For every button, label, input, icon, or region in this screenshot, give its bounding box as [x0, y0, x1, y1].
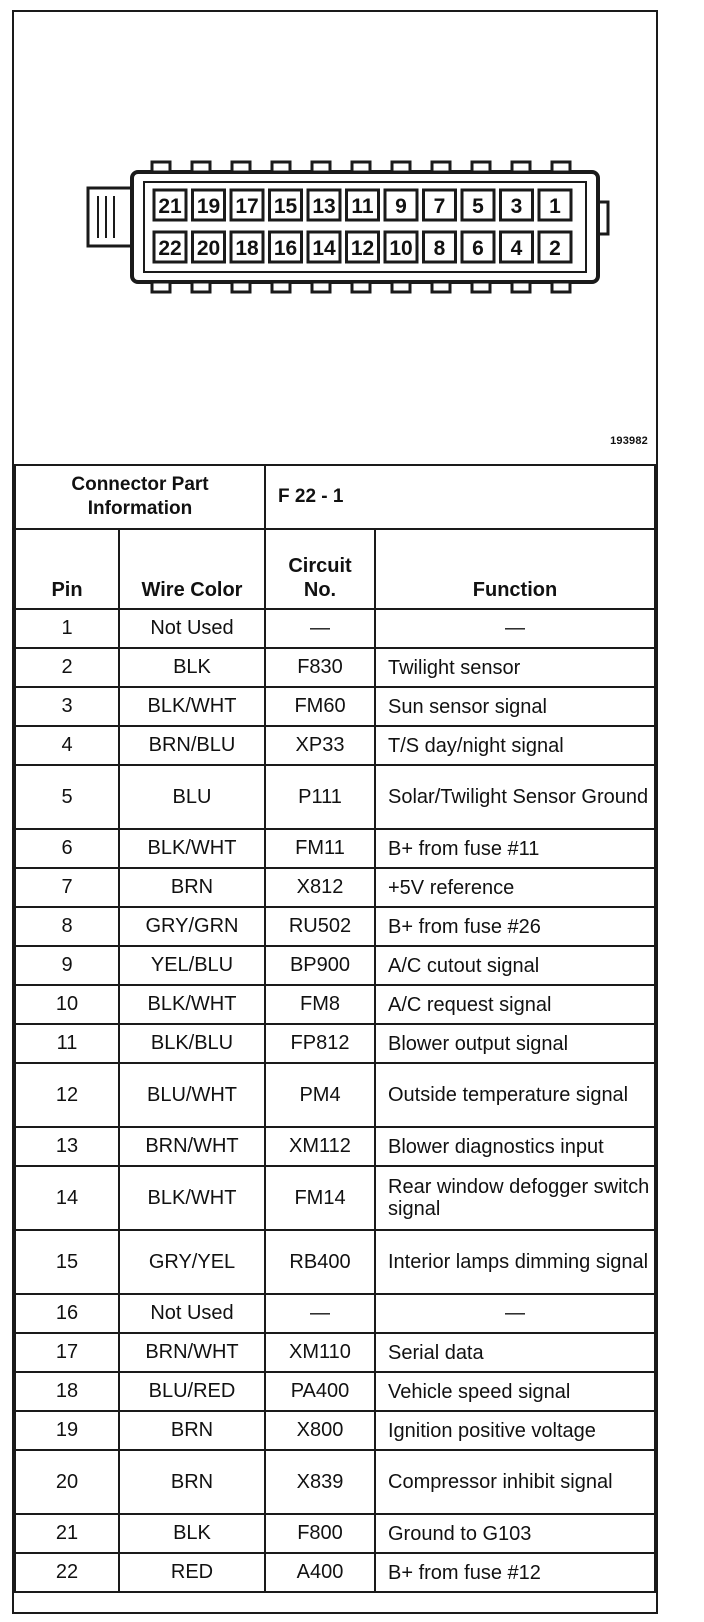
circuit-no-cell: X800: [265, 1411, 375, 1450]
function-cell: Vehicle speed signal: [375, 1372, 655, 1411]
body-notch: [392, 162, 410, 172]
body-notch: [352, 282, 370, 292]
connector-drawing: [14, 12, 656, 464]
function-cell: B+ from fuse #12: [375, 1553, 655, 1592]
table-row: [15, 1063, 655, 1127]
function-cell: Rear window defogger switch signal: [375, 1166, 655, 1230]
wire-color-cell: BRN: [119, 1450, 265, 1514]
circuit-no-cell: BP900: [265, 946, 375, 985]
circuit-no-cell: F800: [265, 1514, 375, 1553]
circuit-no-cell: PA400: [265, 1372, 375, 1411]
pin-cell: 21: [15, 1514, 119, 1553]
table-row: [15, 1127, 655, 1166]
table-row: [15, 1230, 655, 1294]
pin-label-5: 5: [472, 195, 484, 218]
pin-label-18: 18: [235, 237, 259, 260]
pin-label-19: 19: [196, 195, 221, 218]
pin-cell: 7: [15, 868, 119, 907]
pin-cell: 4: [15, 726, 119, 765]
pin-label-1: 1: [549, 195, 561, 218]
body-notch: [472, 162, 490, 172]
table-row: [15, 1166, 655, 1230]
wire-color-cell: BRN/WHT: [119, 1333, 265, 1372]
pin-label-12: 12: [350, 237, 375, 260]
circuit-no-cell: —: [265, 609, 375, 648]
pin-cell: 3: [15, 687, 119, 726]
pin-cell: 19: [15, 1411, 119, 1450]
circuit-no-cell: FM14: [265, 1166, 375, 1230]
wire-color-cell: BRN: [119, 1411, 265, 1450]
table-row: [15, 648, 655, 687]
pin-label-3: 3: [510, 195, 523, 218]
table-row: [15, 609, 655, 648]
table-row: [15, 868, 655, 907]
circuit-no-cell: X812: [265, 868, 375, 907]
function-cell: Blower output signal: [375, 1024, 655, 1063]
pin-label-8: 8: [433, 237, 446, 260]
table-row: [15, 765, 655, 829]
pin-label-6: 6: [472, 237, 484, 260]
wire-color-cell: BLU: [119, 765, 265, 829]
pin-cell: 11: [15, 1024, 119, 1063]
function-header: Function: [375, 529, 655, 609]
table-row: [15, 985, 655, 1024]
connector-part-info-row: [15, 465, 655, 529]
pin-label-4: 4: [510, 237, 523, 260]
wire-color-cell: BRN/BLU: [119, 726, 265, 765]
body-notch: [512, 162, 530, 172]
circuit-no-cell: XP33: [265, 726, 375, 765]
wire-color-header: Wire Color: [119, 529, 265, 609]
body-notch: [552, 162, 570, 172]
pin-label-9: 9: [395, 195, 407, 218]
function-cell: Outside temperature signal: [375, 1063, 655, 1127]
table-row: [15, 1294, 655, 1333]
table-row: [15, 1411, 655, 1450]
connector-part-info-value: F 22 - 1: [265, 465, 655, 529]
wire-color-cell: BLK/WHT: [119, 985, 265, 1024]
pin-cell: 16: [15, 1294, 119, 1333]
body-notch: [272, 282, 290, 292]
pin-cell: 10: [15, 985, 119, 1024]
pin-cell: 17: [15, 1333, 119, 1372]
pin-cell: 18: [15, 1372, 119, 1411]
body-notch: [312, 282, 330, 292]
pin-label-17: 17: [235, 195, 259, 218]
body-notch: [432, 282, 450, 292]
pin-label-11: 11: [351, 195, 374, 218]
connector-diagram: [14, 12, 656, 466]
circuit-no-header: Circuit No.: [265, 529, 375, 609]
circuit-no-cell: RU502: [265, 907, 375, 946]
function-cell: Solar/Twilight Sensor Ground: [375, 765, 655, 829]
pinout-table: [14, 464, 656, 1593]
latch-tab: [88, 188, 132, 246]
wire-color-cell: BLK/WHT: [119, 687, 265, 726]
body-notch: [192, 282, 210, 292]
body-notch: [152, 162, 170, 172]
body-notch: [352, 162, 370, 172]
connector-part-info-label: Connector Part Information: [15, 465, 265, 529]
wire-color-cell: YEL/BLU: [119, 946, 265, 985]
function-cell: A/C request signal: [375, 985, 655, 1024]
circuit-no-cell: A400: [265, 1553, 375, 1592]
function-cell: Ground to G103: [375, 1514, 655, 1553]
pin-label-16: 16: [273, 237, 298, 260]
table-row: [15, 907, 655, 946]
pin-header: Pin: [15, 529, 119, 609]
pin-label-20: 20: [196, 237, 221, 260]
wire-color-cell: BLK/WHT: [119, 829, 265, 868]
wire-color-cell: BLK: [119, 648, 265, 687]
pin-label-7: 7: [433, 195, 446, 218]
pin-cell: 15: [15, 1230, 119, 1294]
body-notch: [232, 282, 250, 292]
table-row: [15, 726, 655, 765]
circuit-no-cell: XM110: [265, 1333, 375, 1372]
table-row: [15, 946, 655, 985]
table-header-row: [15, 529, 655, 609]
pin-label-13: 13: [312, 195, 336, 218]
body-notch: [472, 282, 490, 292]
pin-cell: 13: [15, 1127, 119, 1166]
wire-color-cell: BLU/WHT: [119, 1063, 265, 1127]
circuit-no-cell: F830: [265, 648, 375, 687]
function-cell: —: [375, 609, 655, 648]
wire-color-cell: BLK/BLU: [119, 1024, 265, 1063]
wire-color-cell: BLK/WHT: [119, 1166, 265, 1230]
wire-color-cell: BLU/RED: [119, 1372, 265, 1411]
wire-color-cell: Not Used: [119, 1294, 265, 1333]
wire-color-cell: GRY/GRN: [119, 907, 265, 946]
circuit-no-cell: RB400: [265, 1230, 375, 1294]
body-notch: [312, 162, 330, 172]
pin-cell: 14: [15, 1166, 119, 1230]
body-notch: [552, 282, 570, 292]
table-row: [15, 1333, 655, 1372]
circuit-no-cell: P111: [265, 765, 375, 829]
pin-cell: 22: [15, 1553, 119, 1592]
table-row: [15, 1450, 655, 1514]
body-notch: [392, 282, 410, 292]
pin-label-21: 21: [158, 195, 182, 218]
function-cell: Ignition positive voltage: [375, 1411, 655, 1450]
circuit-no-cell: X839: [265, 1450, 375, 1514]
pin-cell: 6: [15, 829, 119, 868]
figure-number: 193982: [610, 435, 648, 447]
table-row: [15, 687, 655, 726]
pin-cell: 12: [15, 1063, 119, 1127]
pin-cell: 20: [15, 1450, 119, 1514]
circuit-no-cell: FM8: [265, 985, 375, 1024]
function-cell: A/C cutout signal: [375, 946, 655, 985]
wire-color-cell: BRN/WHT: [119, 1127, 265, 1166]
function-cell: Blower diagnostics input: [375, 1127, 655, 1166]
pin-label-15: 15: [273, 195, 298, 218]
pin-label-2: 2: [549, 237, 561, 260]
wire-color-cell: Not Used: [119, 609, 265, 648]
function-cell: Serial data: [375, 1333, 655, 1372]
circuit-no-cell: XM112: [265, 1127, 375, 1166]
body-notch: [192, 162, 210, 172]
wire-color-cell: BRN: [119, 868, 265, 907]
body-notch: [232, 162, 250, 172]
function-cell: +5V reference: [375, 868, 655, 907]
connector-sheet: [12, 10, 658, 1614]
pin-cell: 2: [15, 648, 119, 687]
pin-label-22: 22: [158, 237, 182, 260]
body-notch: [432, 162, 450, 172]
wire-color-cell: BLK: [119, 1514, 265, 1553]
function-cell: T/S day/night signal: [375, 726, 655, 765]
circuit-no-cell: FP812: [265, 1024, 375, 1063]
function-cell: B+ from fuse #11: [375, 829, 655, 868]
table-row: [15, 1553, 655, 1592]
pin-cell: 5: [15, 765, 119, 829]
pin-label-14: 14: [312, 237, 336, 260]
function-cell: Compressor inhibit signal: [375, 1450, 655, 1514]
table-row: [15, 1514, 655, 1553]
wire-color-cell: RED: [119, 1553, 265, 1592]
wire-color-cell: GRY/YEL: [119, 1230, 265, 1294]
pin-cell: 1: [15, 609, 119, 648]
pin-label-10: 10: [389, 237, 413, 260]
circuit-no-cell: —: [265, 1294, 375, 1333]
circuit-no-cell: FM11: [265, 829, 375, 868]
function-cell: B+ from fuse #26: [375, 907, 655, 946]
function-cell: Twilight sensor: [375, 648, 655, 687]
body-notch: [272, 162, 290, 172]
table-row: [15, 1024, 655, 1063]
table-row: [15, 1372, 655, 1411]
pin-cell: 8: [15, 907, 119, 946]
body-notch: [152, 282, 170, 292]
function-cell: Sun sensor signal: [375, 687, 655, 726]
pin-cell: 9: [15, 946, 119, 985]
circuit-no-cell: FM60: [265, 687, 375, 726]
function-cell: —: [375, 1294, 655, 1333]
body-notch: [512, 282, 530, 292]
circuit-no-cell: PM4: [265, 1063, 375, 1127]
table-row: [15, 829, 655, 868]
function-cell: Interior lamps dimming signal: [375, 1230, 655, 1294]
